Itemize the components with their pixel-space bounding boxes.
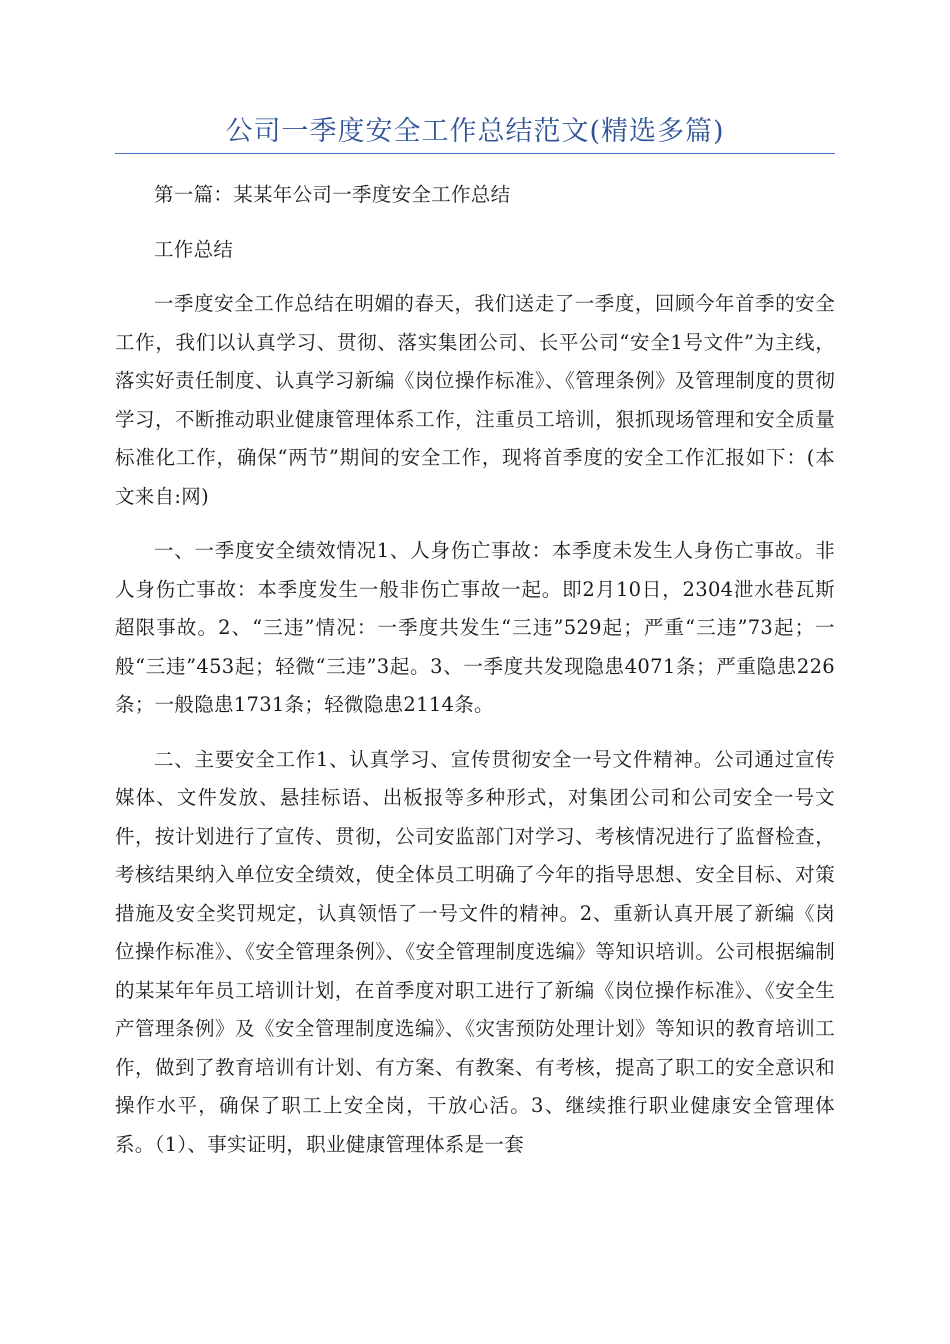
paragraph-intro: 一季度安全工作总结在明媚的春天，我们送走了一季度，回顾今年首季的安全工作，我们以认真学习、贯彻、落实集团公司、长平公司“安全1号文件”为主线，落实好责任制度、认真学习新编《岗位操作标准》、《管理条例》及管理制度的贯彻学习，不断推动职业健康管理体系工作，注重员工培训，狠抓现场管理和安全质量标准化工作，确保“两节”期间的安全工作，现将首季度的安全工作汇报如下：(本文来自:网): [115, 292, 835, 508]
document-title: 公司一季度安全工作总结范文(精选多篇): [225, 116, 725, 147]
paragraph-main-work: 二、主要安全工作1、认真学习、宣传贯彻安全一号文件精神。公司通过宣传媒体、文件发放、悬挂标语、出板报等多种形式，对集团公司和公司安全一号文件，按计划进行了宣传、贯彻，公司安监部门对学习、考核情况进行了监督检查，考核结果纳入单位安全绩效，使全体员工明确了今年的指导思想、安全目标、对策措施及安全奖罚规定，认真领悟了一号文件的精神。2、重新认真开展了新编《岗位操作标准》、《安全管理条例》、《安全管理制度选编》等知识培训。公司根据编制的某某年年员工培训计划，在首季度对职工进行了新编《岗位操作标准》、《安全生产管理条例》及《安全管理制度选编》、《灾害预防处理计划》等知识的教育培训工作，做到了教育培训有计划、有方案、有教案、有考核，提高了职工的安全意识和操作水平，确保了职工上安全岗，干放心活。3、继续推行职业健康安全管理体系。（1）、事实证明，职业健康管理体系是一套: [115, 747, 835, 1156]
sub-heading: 工作总结: [154, 237, 234, 261]
document-body: [115, 176, 835, 1180]
paragraph-performance: 一、一季度安全绩效情况1、人身伤亡事故：本季度未发生人身伤亡事故。非人身伤亡事故：本季度发生一般非伤亡事故一起。即2月10日，2304泄水巷瓦斯超限事故。2、“三违”情况：一季度共发生“三违”529起；严重“三违”73起；一般“三违”453起；轻微“三违”3起。3、一季度共发现隐患4071条；严重隐患226条；一般隐患1731条；轻微隐患2114条。: [115, 539, 835, 716]
section-heading: 第一篇：某某年公司一季度安全工作总结: [154, 183, 511, 206]
title-underline: [115, 153, 835, 154]
